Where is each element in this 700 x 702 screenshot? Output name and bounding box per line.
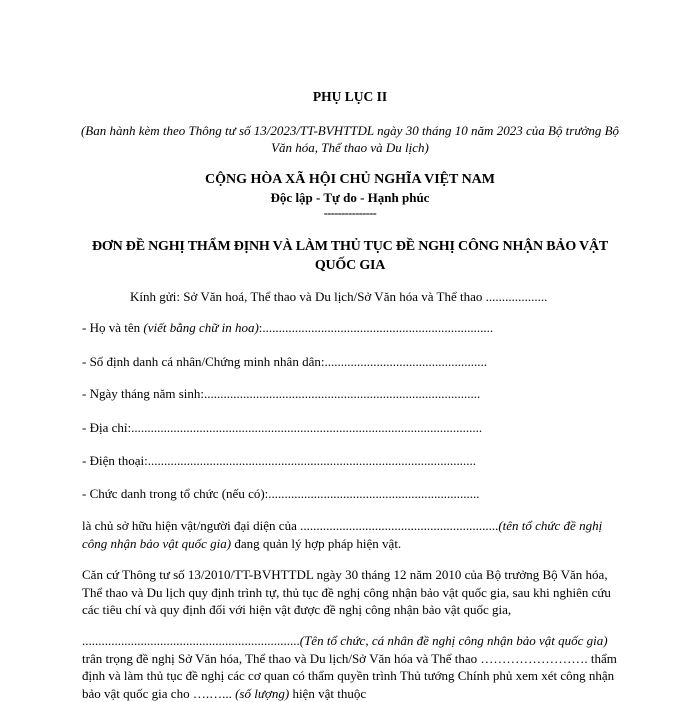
owner-text: là chủ sở hữu hiện vật/người đại diện của ............................................................. xyxy=(82,518,499,533)
field-date-of-birth: - Ngày tháng năm sinh:..................................................................................... xyxy=(82,386,481,401)
request-tail: hiện vật thuộc xyxy=(289,685,367,701)
request-hint: (Tên tổ chức, cá nhân đề nghị công nhận bảo vật quốc gia) xyxy=(299,633,608,648)
field-address: - Địa chỉ:............................................................................................................ xyxy=(82,420,483,435)
field-phone: - Điện thoại:..................................................................................................... xyxy=(82,453,476,468)
document-title: ĐƠN ĐỀ NGHỊ THẨM ĐỊNH VÀ LÀM THỦ TỤC ĐỀ NGHỊ CÔNG NHẬN BẢO VẬT QUỐC GIA xyxy=(91,239,609,273)
national-title: CỘNG HÒA XÃ HỘI CHỦ NGHĨA VIỆT NAM xyxy=(204,172,495,187)
issuance-note: (Ban hành kèm theo Thông tư số 13/2023/TT-BVHTTDL ngày 30 tháng 10 năm 2023 của Bộ trưởng Bộ Văn hóa, Thể thao và Du lịch) xyxy=(80,123,620,155)
appendix-title: PHỤ LỤC II xyxy=(312,89,388,104)
field-dots: :....................................................................... xyxy=(258,320,494,335)
request-text: trân trọng đề nghị Sở Văn hóa, Thể thao và Du lịch/Sở Văn hóa và Thể thao ……………………. thẩm định và làm thủ tục đề nghị các cơ quan có thẩm quyền trình Thủ tướng Chính phủ xem xét công nhận bảo vật quốc gia cho ….…... xyxy=(82,650,617,701)
owner-tail: đang quản lý hợp pháp hiện vật. xyxy=(231,535,402,551)
owner-hint: (tên tổ chức đề nghị công nhận bảo vật quốc gia) xyxy=(82,518,603,551)
field-label: - Họ và tên xyxy=(82,320,144,335)
owner-paragraph xyxy=(82,517,622,552)
basis-paragraph: Căn cứ Thông tư số 13/2010/TT-BVHTTDL ngày 30 tháng 12 năm 2010 của Bộ trưởng Bộ Văn hóa, Thể thao và Du lịch quy định trình tự, thủ tục đề nghị công nhận bảo vật quốc gia, sau khi nghiên cứu các tiêu chí và quy định đối với hiện vật được đề nghị công nhận bảo vật quốc gia, xyxy=(82,567,611,617)
salutation: Kính gửi: Sở Văn hoá, Thể thao và Du lịch/Sở Văn hóa và Thể thao ................... xyxy=(130,289,548,304)
field-id-number: - Số định danh cá nhân/Chứng minh nhân dân:.................................................. xyxy=(82,354,487,369)
national-motto: Độc lập - Tự do - Hạnh phúc xyxy=(270,190,430,205)
divider-line: --------------- xyxy=(323,206,377,220)
request-dots: ................................................................... xyxy=(82,633,300,648)
field-position: - Chức danh trong tổ chức (nếu có):................................................................. xyxy=(82,486,480,501)
field-full-name xyxy=(82,320,493,336)
field-hint: (viết bằng chữ in hoa) xyxy=(143,320,259,335)
request-quantity-hint: (số lượng) xyxy=(235,685,290,701)
request-paragraph xyxy=(82,632,622,702)
